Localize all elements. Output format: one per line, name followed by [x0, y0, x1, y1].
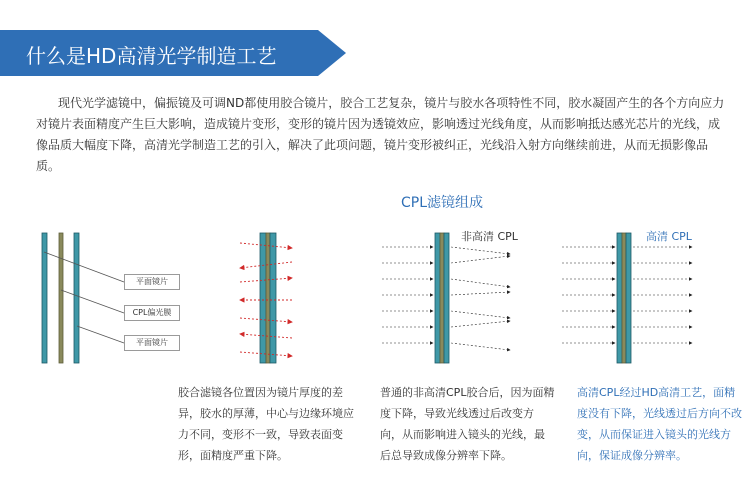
- non-hd-deflected-rays: [451, 247, 510, 350]
- intro-paragraph: 现代光学滤镜中，偏振镜及可调ND都使用胶合镜片，胶合工艺复杂，镜片与胶水各项特性不同，胶水凝固产生的各个方向应力对镜片表面精度产生巨大影响，造成镜片变形，变形的镜片因为透镜效应，影响透过光线角度，从而影响抵达感光芯片的光线，成像品质大幅度下降，高清光学制造工艺的引入，解决了此项问题，镜片变形被纠正，光线沿入射方向继续前进，从而无损影像品质。: [36, 96, 725, 173]
- components-diagram: [42, 233, 124, 363]
- non-hd-glass-right: [444, 233, 449, 363]
- hd-glass-right: [626, 233, 631, 363]
- banner-title: 什么是HD高清光学制造工艺: [26, 44, 277, 68]
- caption-non-hd: 普通的非高清CPL胶合后，因为面精度下降，导致光线透过后改变方向，从而影响进入镜头的光线，最后总导致成像分辨率下降。: [380, 386, 555, 462]
- leader-line-film: [61, 290, 124, 313]
- glued-film: [266, 233, 270, 363]
- glued-glass-right: [270, 233, 276, 363]
- leader-line-bottom: [77, 326, 124, 343]
- hd-straight-rays: [633, 247, 692, 343]
- caption-glue-deformation: 胶合滤镜各位置因为镜片厚度的差异，胶水的厚薄，中心与边缘环境应力不同，变形不一致，导致表面变形，面精度严重下降。: [178, 386, 354, 462]
- glued-glass-left: [260, 233, 266, 363]
- non-hd-film: [440, 233, 444, 363]
- label-hd-cpl: 高清 CPL: [646, 230, 692, 243]
- non-hd-incoming-rays: [382, 247, 433, 343]
- label-glass-top: 平面镜片: [124, 274, 180, 290]
- hd-glass-left: [617, 233, 622, 363]
- label-non-hd-cpl: 非高清 CPL: [461, 230, 518, 243]
- non-hd-diagram: [382, 233, 510, 363]
- caption-hd: 高清CPL经过HD高清工艺，面精度没有下降，光线透过后方向不改变，从而保证进入镜头的光线方向，保证成像分辨率。: [577, 386, 742, 462]
- label-cpl-film: CPL偏光膜: [124, 305, 180, 321]
- leader-line-top: [44, 252, 124, 282]
- deformation-diagram: [240, 233, 292, 363]
- section-title: CPL滤镜组成: [401, 195, 484, 211]
- label-glass-bottom: 平面镜片: [124, 335, 180, 351]
- glass-plate-bottom: [74, 233, 79, 363]
- hd-incoming-rays: [562, 247, 615, 343]
- hd-film: [622, 233, 626, 363]
- cpl-film-layer: [59, 233, 63, 363]
- non-hd-glass-left: [435, 233, 440, 363]
- hd-diagram: [562, 233, 692, 363]
